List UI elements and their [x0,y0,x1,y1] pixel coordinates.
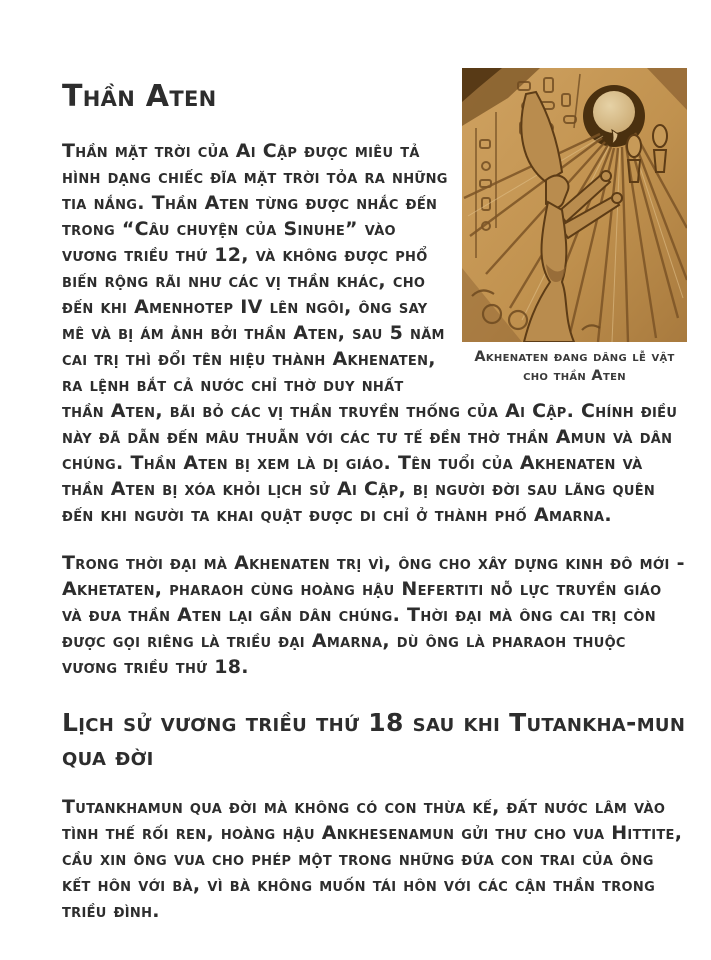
figure-aten-relief [462,68,687,386]
page-title: Thần Aten [62,79,217,114]
aten-relief-drawing [462,68,687,342]
aten-relief-image [462,68,687,342]
section-heading-dynasty-18: Lịch sử vương triều thứ 18 sau khi Tutankha-mun qua đời [62,708,686,771]
paragraph-aten-description: Thần mặt trời của Ai Cập được miêu tả hình dạng chiếc đĩa mặt trời tỏa ra những tia nắng. Thần Aten từng được nhắc đến trong “Câu chuyện của Sinuhe” vào vương triều thứ 12, và không được phổ biến rộng rãi như các vị thần khác, cho đến khi Amenhotep IV lên ngôi, ông say mê và bị ám ảnh bởi thần Aten, sau 5 năm cai trị thì đổi tên hiệu thành Akhenaten, ra lệnh bắt cả nước chỉ thờ duy nhất thần Aten, bãi bỏ các vị thần truyền thống của Ai Cập. Chính điều này đã dẫn đến mâu thuẫn với các tư tế đền thờ thần Amun và dân chúng. Thần Aten bị xem là dị giáo. Tên tuổi của Akhenaten và thần Aten bị xóa khỏi lịch sử Ai Cập, bị người đời sau lãng quên đến khi người ta khai quật được di chỉ ở thành phố Amarna. [62,140,678,526]
paragraph-after-tutankhamun: Tutankhamun qua đời mà không có con thừa kế, đất nước lâm vào tình thế rối ren, hoàng hậu Ankhesenamun gửi thư cho vua Hittite, cầu xin ông vua cho phép một trong những đứa con trai của ông kết hôn với bà, vì bà không muốn tái hôn với các cận thần trong triều đình. [62,796,683,922]
paragraph-amarna-period: Trong thời đại mà Akhenaten trị vì, ông cho xây dựng kinh đô mới - Akhetaten, pharaoh cùng hoàng hậu Nefertiti nỗ lực truyền giáo và đưa thần Aten lại gần dân chúng. Thời đại mà ông cai trị còn được gọi riêng là triều đại Amarna, dù ông là pharaoh thuộc vương triều thứ 18. [62,552,685,678]
figure-caption: Akhenaten đang dâng lễ vật cho thần Aten [474,349,675,384]
